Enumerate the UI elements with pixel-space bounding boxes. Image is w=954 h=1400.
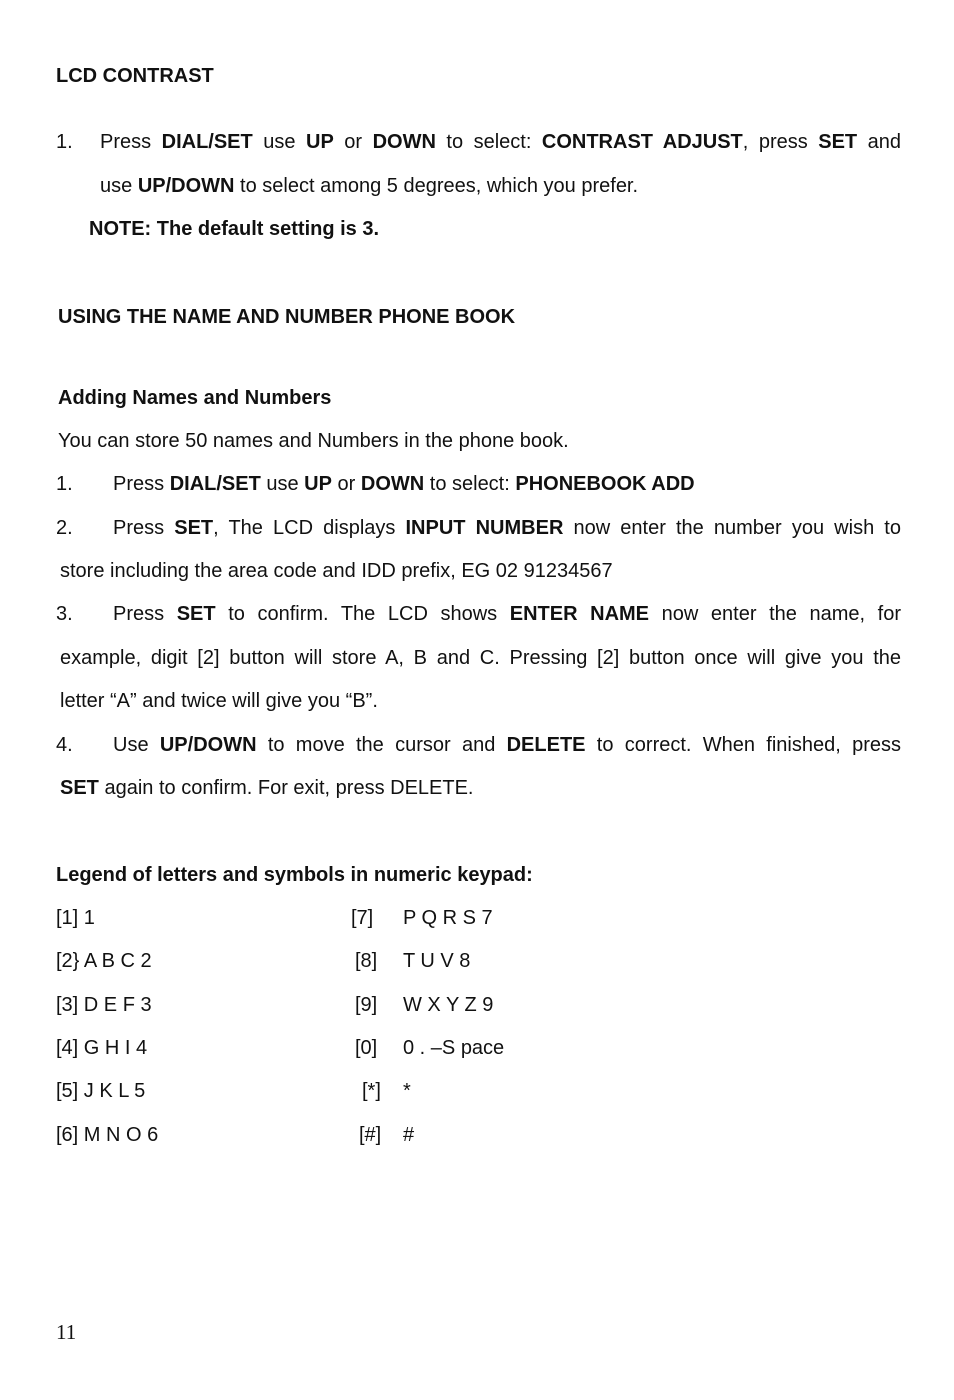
pb-step-2-number: 2. <box>56 517 73 539</box>
legend-key-7-label: [7] <box>351 907 374 929</box>
legend-key-0-label: [0] <box>355 1037 378 1059</box>
lcd-step-1-line-1: Press DIAL/SET use UP or DOWN to select: CONTRAST ADJUST, press SET and <box>100 131 902 153</box>
pb-step-3-number: 3. <box>56 603 73 625</box>
default-setting-note: NOTE: The default setting is 3. <box>89 218 380 240</box>
phonebook-intro: You can store 50 names and Numbers in the phone book. <box>58 430 569 452</box>
pb-step-4-line-2: SET again to confirm. For exit, press DELETE. <box>60 777 474 799</box>
legend-key-3: [3] D E F 3 <box>56 994 152 1016</box>
legend-key-hash-value: # <box>403 1124 415 1146</box>
pb-step-3-line-2: example, digit [2] button will store A, B and C. Pressing [2] button once will give you the <box>60 647 901 669</box>
pb-step-1-text: Press DIAL/SET use UP or DOWN to select: PHONEBOOK ADD <box>113 473 695 495</box>
legend-key-0-value: 0 . –S pace <box>403 1037 505 1059</box>
legend-key-6: [6] M N O 6 <box>56 1124 159 1146</box>
legend-key-star-label: [*] <box>362 1080 381 1102</box>
lcd-step-1-number: 1. <box>56 131 73 153</box>
phonebook-heading: USING THE NAME AND NUMBER PHONE BOOK <box>58 306 516 328</box>
legend-key-star-value: * <box>403 1080 411 1102</box>
pb-step-1-number: 1. <box>56 473 73 495</box>
pb-step-4-line-1: Use UP/DOWN to move the cursor and DELETE to correct. When finished, press <box>113 734 901 756</box>
legend-key-hash-label: [#] <box>359 1124 382 1146</box>
pb-step-4-number: 4. <box>56 734 73 756</box>
legend-key-7-value: P Q R S 7 <box>403 907 493 929</box>
page-number: 11 <box>56 1320 77 1344</box>
legend-key-5: [5] J K L 5 <box>56 1080 146 1102</box>
pb-step-2-line-2: store including the area code and IDD prefix, EG 02 91234567 <box>60 560 613 582</box>
adding-names-subheading: Adding Names and Numbers <box>58 387 332 409</box>
legend-key-4: [4] G H I 4 <box>56 1037 148 1059</box>
keypad-legend-heading: Legend of letters and symbols in numeric keypad: <box>56 864 533 886</box>
legend-key-1: [1] 1 <box>56 907 95 929</box>
pb-step-3-line-3: letter “A” and twice will give you “B”. <box>60 690 378 712</box>
pb-step-2-line-1: Press SET, The LCD displays INPUT NUMBER now enter the number you wish to <box>113 517 901 539</box>
pb-step-3-line-1: Press SET to confirm. The LCD shows ENTER NAME now enter the name, for <box>113 603 901 625</box>
lcd-step-1-line-2: use UP/DOWN to select among 5 degrees, which you prefer. <box>100 175 639 197</box>
legend-key-8-label: [8] <box>355 950 378 972</box>
legend-key-2: [2} A B C 2 <box>56 950 152 972</box>
lcd-contrast-heading: LCD CONTRAST <box>56 65 214 87</box>
legend-key-9-value: W X Y Z 9 <box>403 994 494 1016</box>
legend-key-9-label: [9] <box>355 994 378 1016</box>
legend-key-8-value: T U V 8 <box>403 950 471 972</box>
